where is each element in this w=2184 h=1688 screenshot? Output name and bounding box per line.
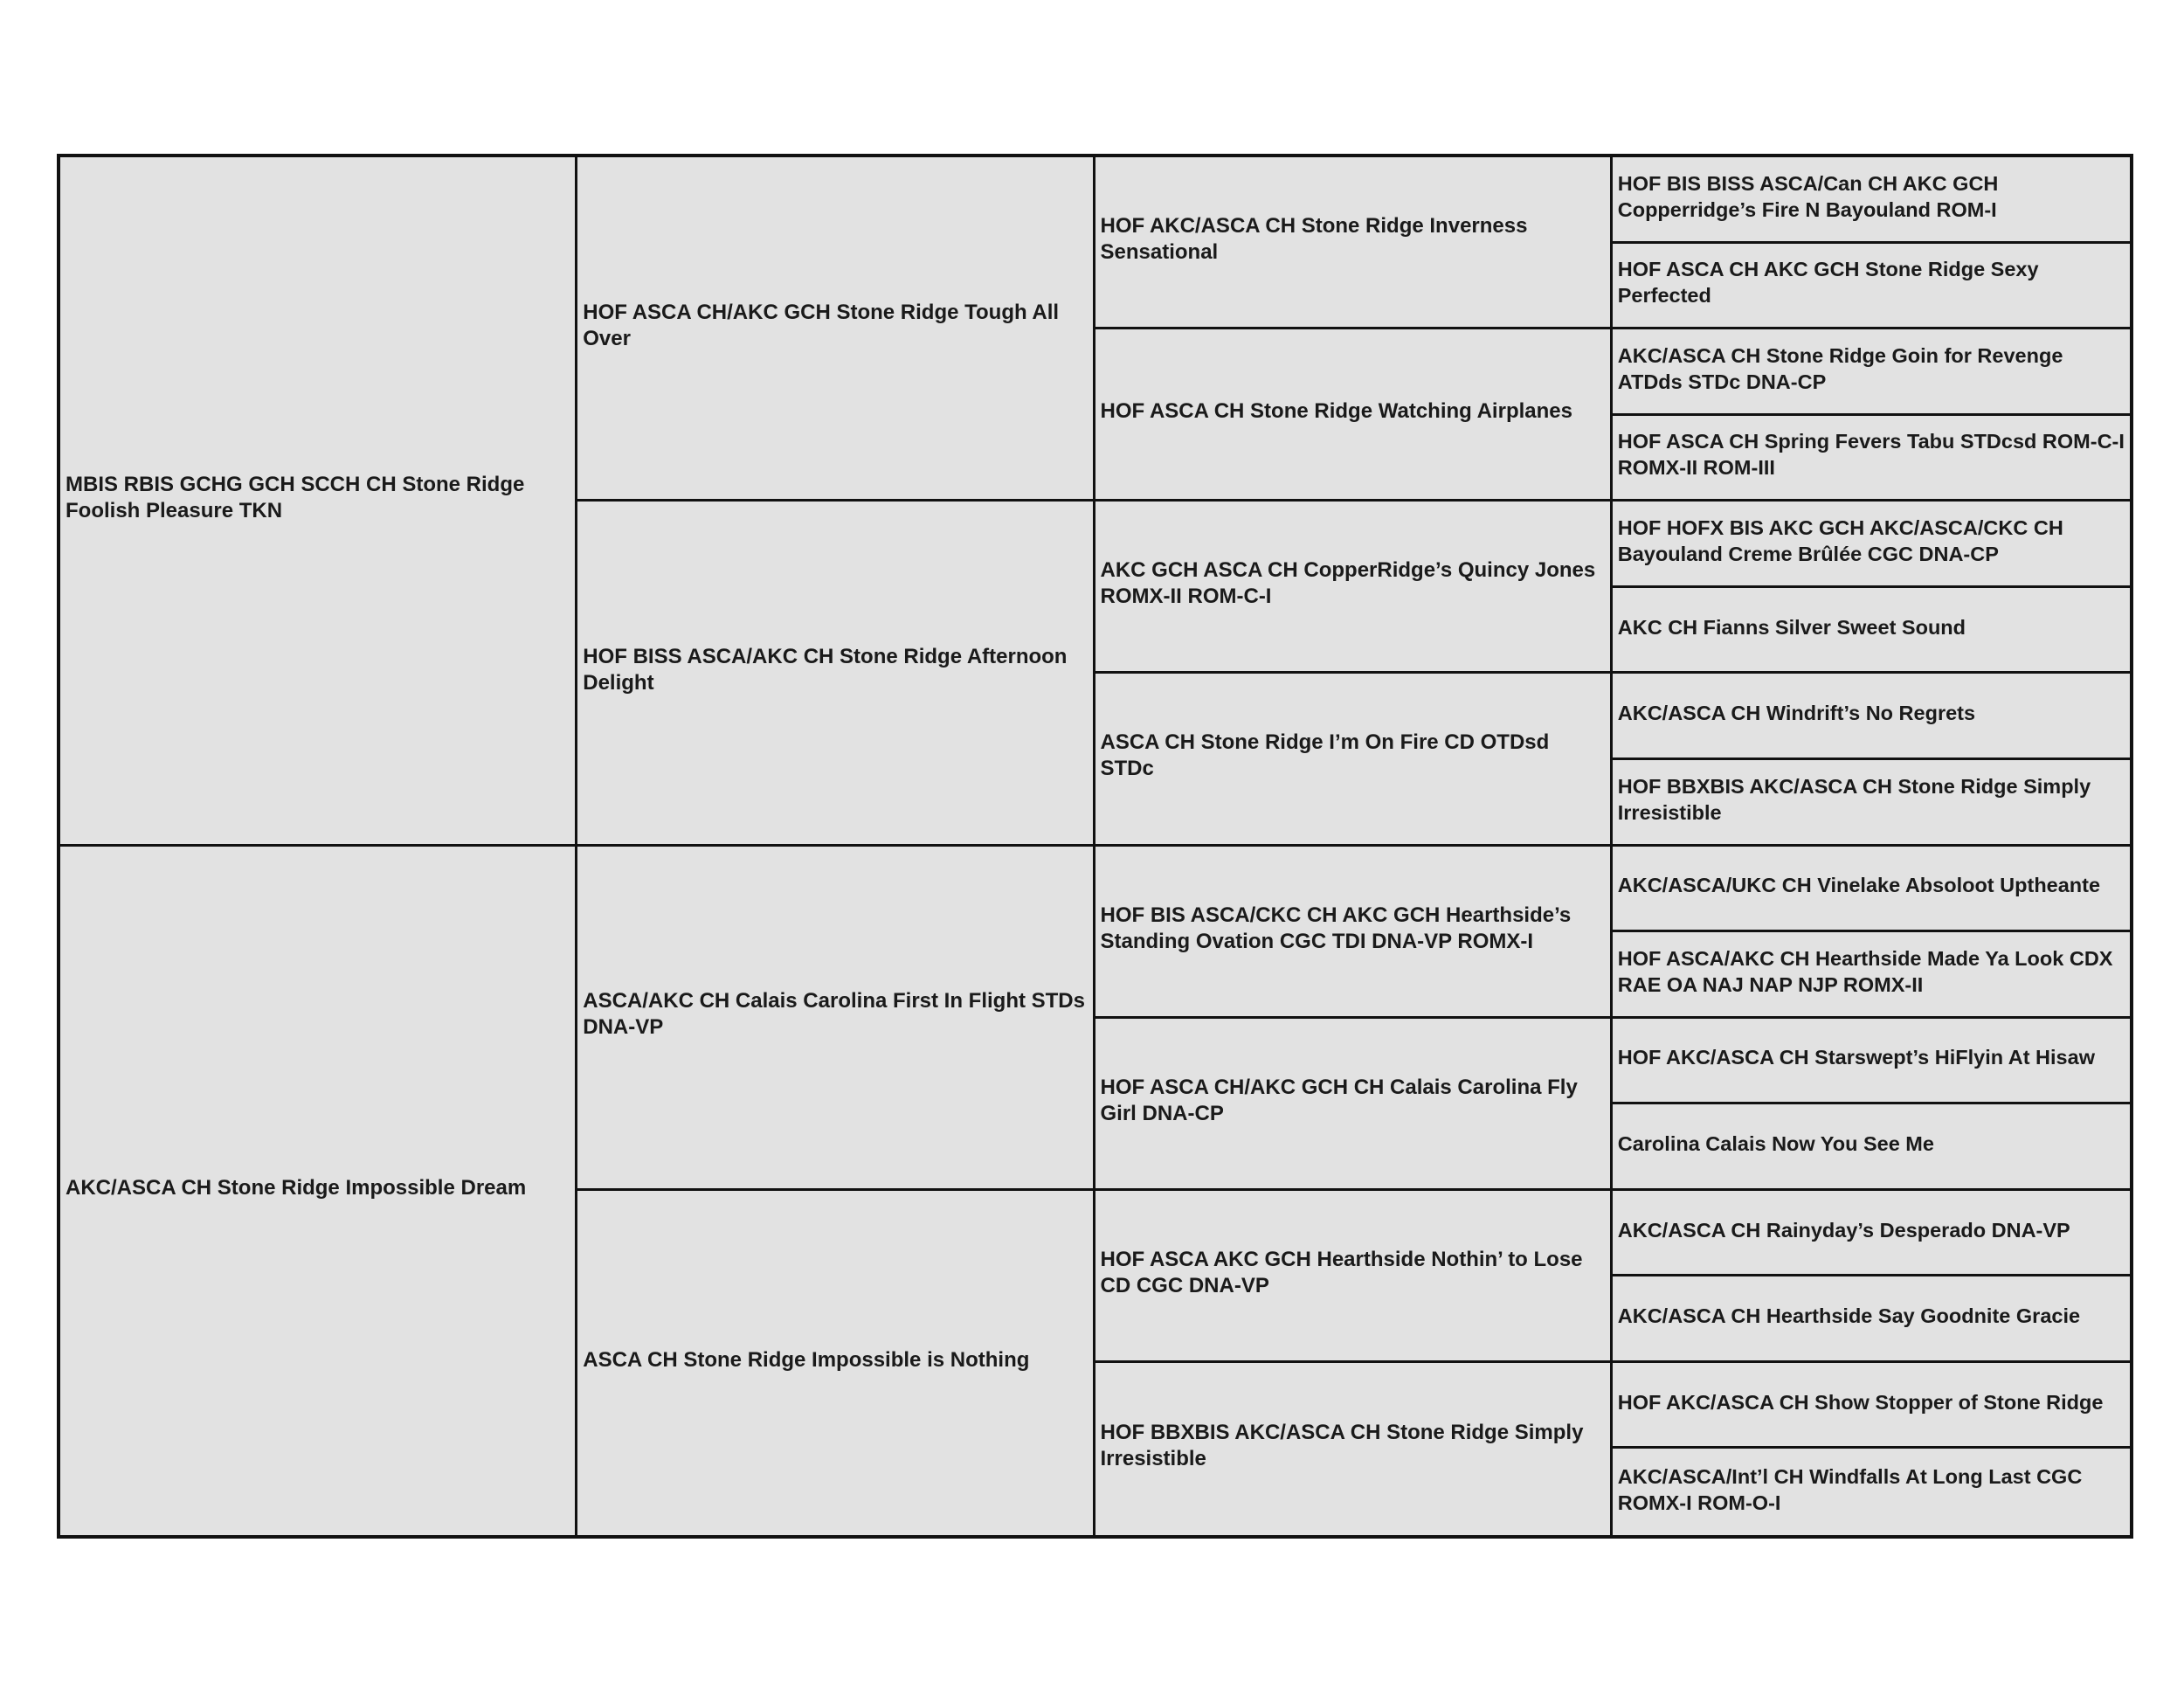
gen4-cell-11: HOF AKC/ASCA CH Starswept’s HiFlyin At Hisaw <box>1613 1019 2130 1105</box>
great-grandparent-cell-6: HOF ASCA CH/AKC GCH CH Calais Carolina Fly Girl DNA-CP <box>1095 1019 1613 1191</box>
dam-cell: AKC/ASCA CH Stone Ridge Impossible Dream <box>60 847 577 1536</box>
gen4-cell-16: AKC/ASCA/Int’l CH Windfalls At Long Last CGC ROMX-I ROM-O-I <box>1613 1449 2130 1535</box>
gen4-cell-3: AKC/ASCA CH Stone Ridge Goin for Revenge ATDds STDc DNA-CP <box>1613 329 2130 416</box>
gen4-cell-6: AKC CH Fianns Silver Sweet Sound <box>1613 588 2130 675</box>
great-grandparent-cell-8: HOF BBXBIS AKC/ASCA CH Stone Ridge Simply Irresistible <box>1095 1363 1613 1535</box>
great-grandparent-cell-1: HOF AKC/ASCA CH Stone Ridge Inverness Sensational <box>1095 157 1613 329</box>
great-grandparent-cell-4: ASCA CH Stone Ridge I’m On Fire CD OTDsd STDc <box>1095 674 1613 846</box>
sire-cell: MBIS RBIS GCHG GCH SCCH CH Stone Ridge Foolish Pleasure TKN <box>60 157 577 847</box>
gen4-cell-4: HOF ASCA CH Spring Fevers Tabu STDcsd ROM-C-I ROMX-II ROM-III <box>1613 416 2130 502</box>
gen4-cell-14: AKC/ASCA CH Hearthside Say Goodnite Gracie <box>1613 1276 2130 1363</box>
gen4-cell-1: HOF BIS BISS ASCA/Can CH AKC GCH Copperridge’s Fire N Bayouland ROM-I <box>1613 157 2130 244</box>
gen4-cell-13: AKC/ASCA CH Rainyday’s Desperado DNA-VP <box>1613 1191 2130 1277</box>
great-grandparent-cell-2: HOF ASCA CH Stone Ridge Watching Airplanes <box>1095 329 1613 502</box>
gen4-cell-12: Carolina Calais Now You See Me <box>1613 1104 2130 1191</box>
gen4-cell-10: HOF ASCA/AKC CH Hearthside Made Ya Look CDX RAE OA NAJ NAP NJP ROMX-II <box>1613 932 2130 1019</box>
gen4-cell-15: HOF AKC/ASCA CH Show Stopper of Stone Ridge <box>1613 1363 2130 1449</box>
pedigree-chart <box>57 154 2133 1539</box>
grandparent-cell-1: HOF ASCA CH/AKC GCH Stone Ridge Tough All Over <box>577 157 1095 502</box>
gen4-cell-8: HOF BBXBIS AKC/ASCA CH Stone Ridge Simply Irresistible <box>1613 760 2130 847</box>
grandparent-cell-4: ASCA CH Stone Ridge Impossible is Nothing <box>577 1191 1095 1535</box>
great-grandparent-cell-3: AKC GCH ASCA CH CopperRidge’s Quincy Jones ROMX-II ROM-C-I <box>1095 502 1613 674</box>
grandparent-cell-3: ASCA/AKC CH Calais Carolina First In Flight STDs DNA-VP <box>577 847 1095 1191</box>
gen4-cell-7: AKC/ASCA CH Windrift’s No Regrets <box>1613 674 2130 760</box>
great-grandparent-cell-5: HOF BIS ASCA/CKC CH AKC GCH Hearthside’s Standing Ovation CGC TDI DNA-VP ROMX-I <box>1095 847 1613 1019</box>
grandparent-cell-2: HOF BISS ASCA/AKC CH Stone Ridge Afternoon Delight <box>577 502 1095 846</box>
great-grandparent-cell-7: HOF ASCA AKC GCH Hearthside Nothin’ to Lose CD CGC DNA-VP <box>1095 1191 1613 1363</box>
gen4-cell-5: HOF HOFX BIS AKC GCH AKC/ASCA/CKC CH Bayouland Creme Brûlée CGC DNA-CP <box>1613 502 2130 588</box>
gen4-cell-9: AKC/ASCA/UKC CH Vinelake Absoloot Uptheante <box>1613 847 2130 933</box>
gen4-cell-2: HOF ASCA CH AKC GCH Stone Ridge Sexy Perfected <box>1613 244 2130 330</box>
